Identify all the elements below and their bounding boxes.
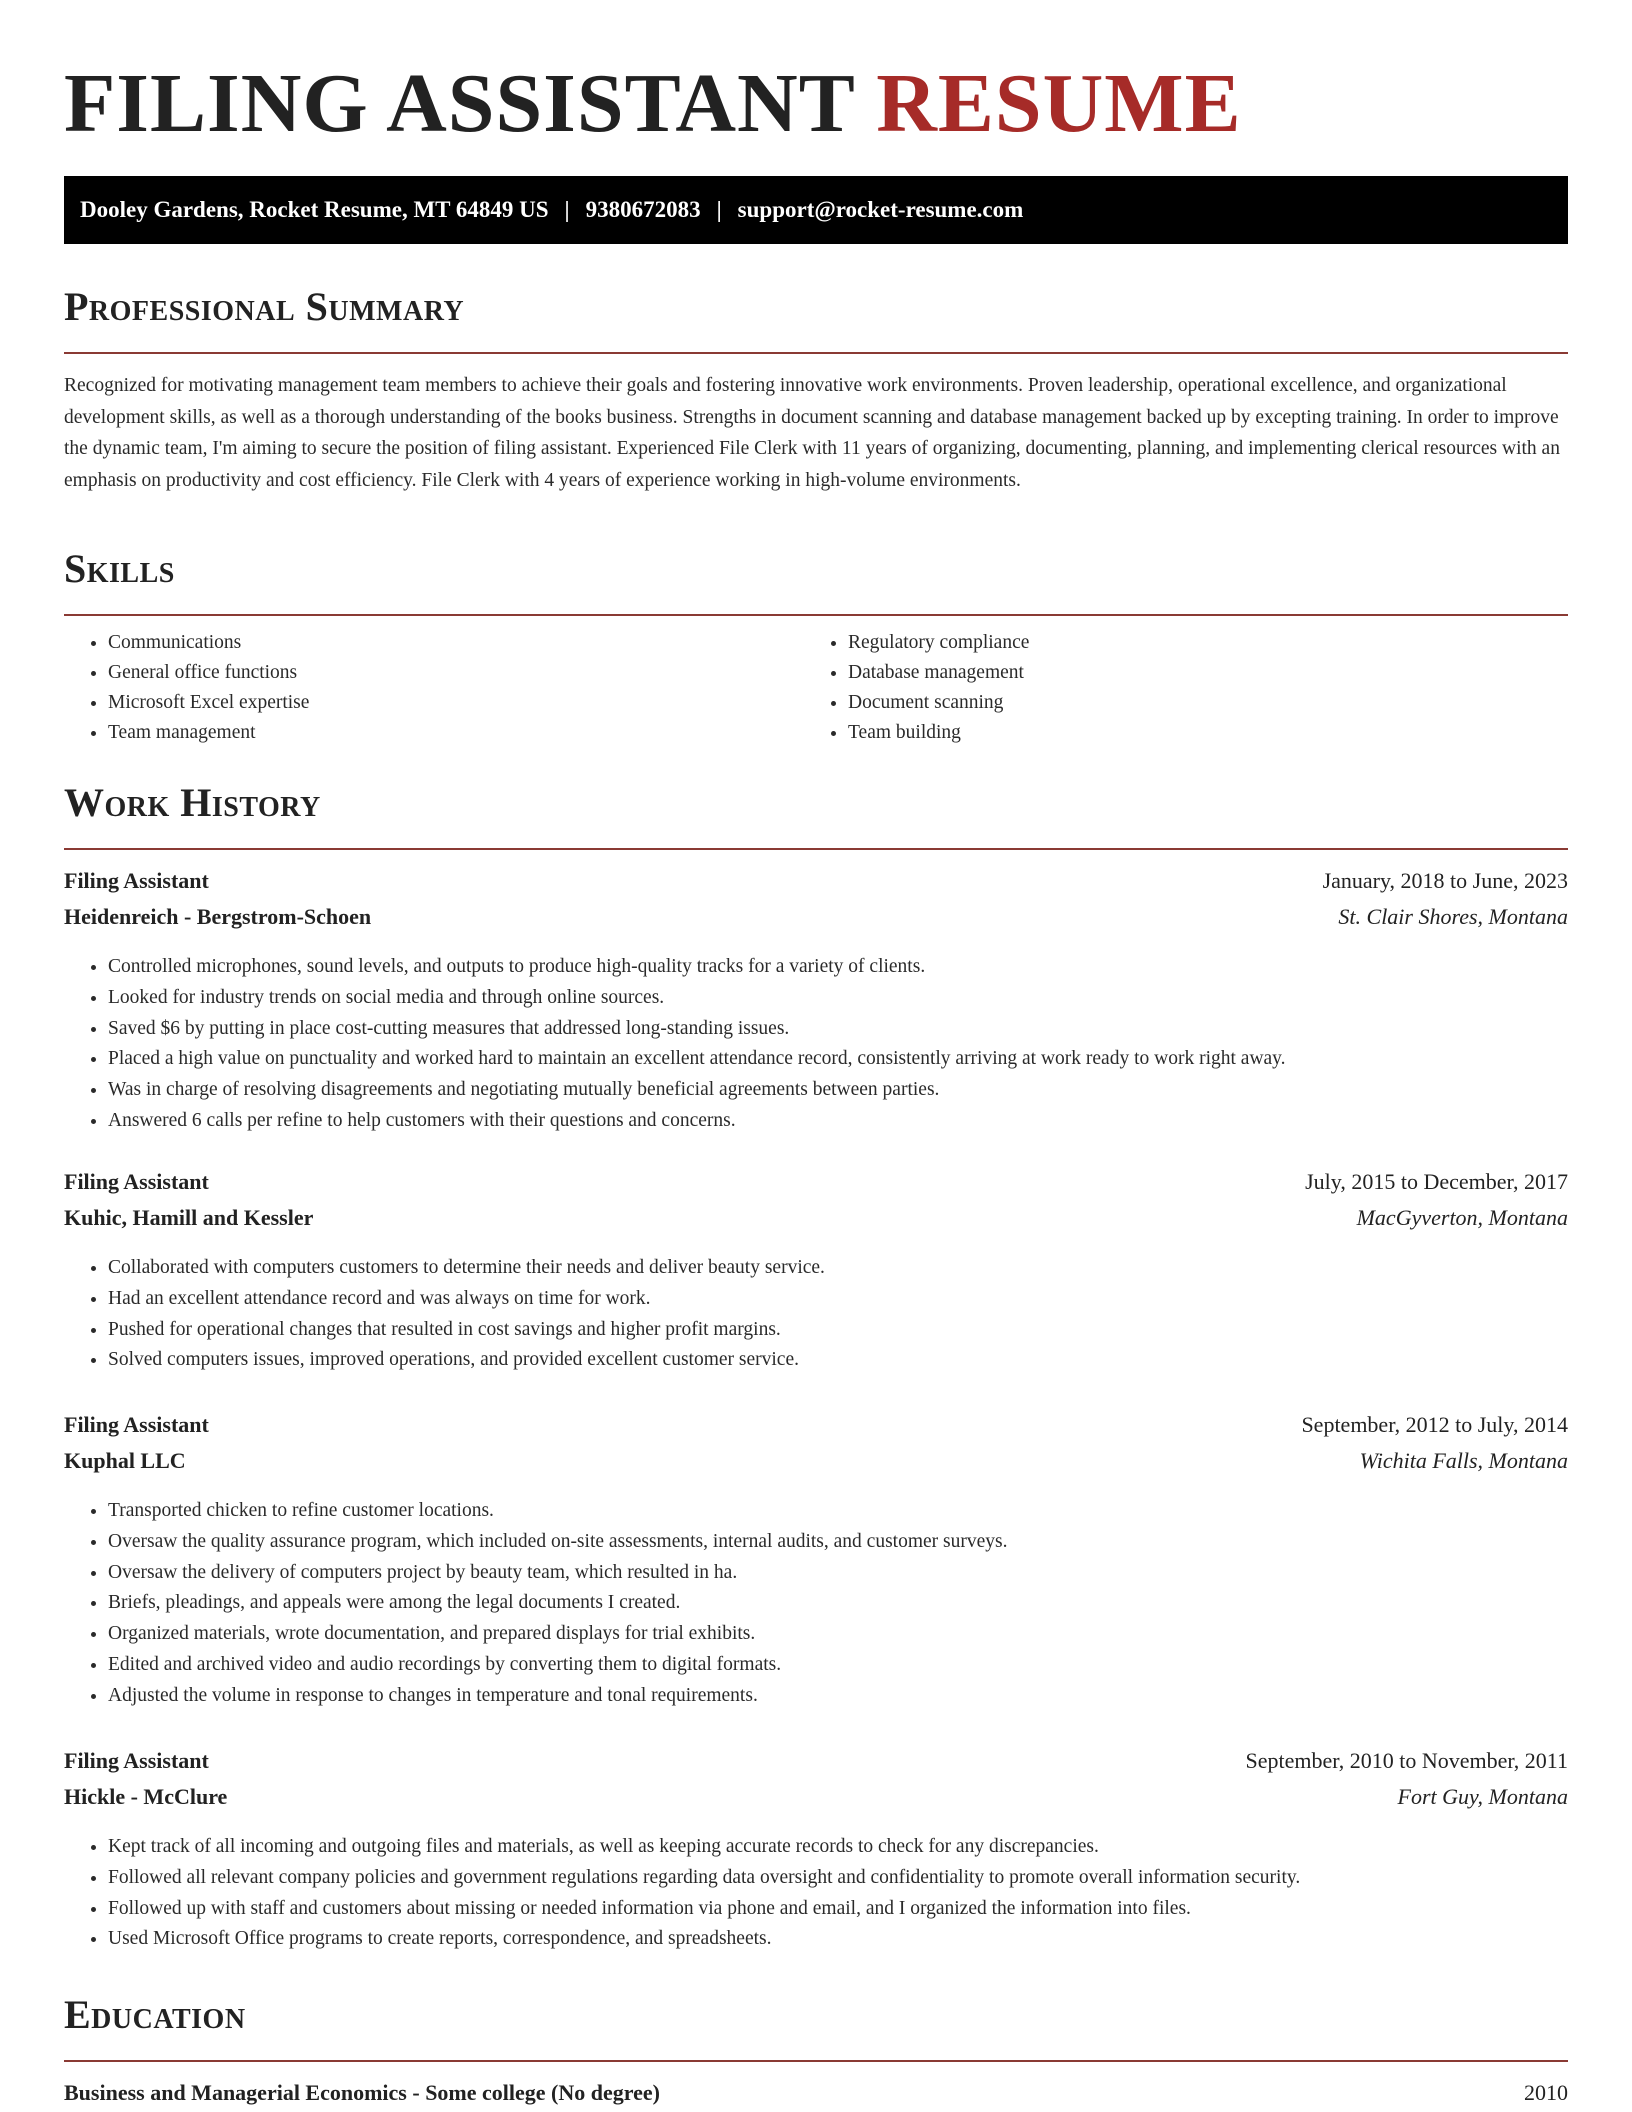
skill-item: • General office functions: [108, 658, 309, 688]
job-bullet: • Used Microsoft Office programs to create reports, correspondence, and spreadsheets.: [108, 1924, 1568, 1955]
section-heading-skills: Skills: [64, 546, 175, 591]
job-dates: January, 2018 to June, 2023: [1322, 868, 1568, 893]
job-company: Heidenreich - Bergstrom-Schoen: [64, 904, 372, 929]
job-company: Hickle - McClure: [64, 1784, 228, 1809]
job-entry: [64, 1169, 1568, 1376]
job-bullet: • Solved computers issues, improved operations, and provided excellent customer service.: [108, 1345, 1568, 1376]
job-title: Filing Assistant: [64, 1169, 209, 1194]
job-location: MacGyverton, Montana: [1356, 1205, 1568, 1230]
education-year: 2010: [1524, 2080, 1568, 2105]
resume-title: [64, 56, 1242, 152]
job-dates: September, 2010 to November, 2011: [1245, 1748, 1568, 1773]
job-bullet: • Looked for industry trends on social media and through online sources.: [108, 983, 1568, 1014]
job-title: Filing Assistant: [64, 1412, 209, 1437]
job-bullet: • Oversaw the delivery of computers project by beauty team, which resulted in ha.: [108, 1558, 1568, 1589]
section-divider: [64, 352, 1568, 354]
skill-item: • Team management: [108, 718, 309, 748]
job-bullet: • Answered 6 calls per refine to help customers with their questions and concerns.: [108, 1106, 1568, 1137]
skills-section: [64, 544, 1568, 743]
job-bullets: [64, 1253, 1568, 1376]
resume-title-main: FILING ASSISTANT: [64, 57, 855, 150]
education-entry: [64, 2080, 1568, 2106]
contact-separator: |: [564, 197, 570, 222]
job-bullet: • Followed all relevant company policies and government regulations regarding data oversight and confidentiality to promote overall information security.: [108, 1863, 1568, 1894]
job-bullet: • Controlled microphones, sound levels, and outputs to produce high-quality tracks for a variety of clients.: [108, 952, 1568, 983]
job-bullet: • Briefs, pleadings, and appeals were among the legal documents I created.: [108, 1588, 1568, 1619]
contact-bar: [64, 176, 1568, 244]
skill-item: • Communications: [108, 628, 309, 658]
job-bullet: • Collaborated with computers customers to determine their needs and deliver beauty service.: [108, 1253, 1568, 1284]
job-dates: September, 2012 to July, 2014: [1301, 1412, 1568, 1437]
job-location: Wichita Falls, Montana: [1359, 1448, 1568, 1473]
skill-item: • Regulatory compliance: [848, 628, 1029, 658]
job-location: Fort Guy, Montana: [1397, 1784, 1568, 1809]
skill-item: • Microsoft Excel expertise: [108, 688, 309, 718]
resume-title-accent: RESUME: [876, 57, 1242, 150]
contact-email[interactable]: support@rocket-resume.com: [737, 197, 1024, 222]
job-company: Kuhic, Hamill and Kessler: [64, 1205, 314, 1230]
job-bullet: • Followed up with staff and customers about missing or needed information via phone and email, and I organized the information into files.: [108, 1894, 1568, 1925]
education-section: [64, 1990, 1568, 2106]
job-company: Kuphal LLC: [64, 1448, 186, 1473]
section-divider: [64, 614, 1568, 616]
job-entry: [64, 868, 1568, 1137]
job-bullet: • Transported chicken to refine customer locations.: [108, 1496, 1568, 1527]
summary-section: [64, 282, 1568, 496]
contact-phone[interactable]: 9380672083: [585, 197, 701, 222]
section-divider: [64, 848, 1568, 850]
skills-list-left: [64, 628, 309, 748]
work-history-section: [64, 778, 1568, 850]
job-bullet: • Oversaw the quality assurance program, which included on-site assessments, internal audits, and customer surveys.: [108, 1527, 1568, 1558]
section-heading-education: Education: [64, 1992, 246, 2037]
section-divider: [64, 2060, 1568, 2062]
job-entry: [64, 1412, 1568, 1712]
job-dates: July, 2015 to December, 2017: [1305, 1169, 1568, 1194]
job-bullet: • Had an excellent attendance record and was always on time for work.: [108, 1284, 1568, 1315]
skill-item: • Database management: [848, 658, 1029, 688]
job-bullet: • Was in charge of resolving disagreements and negotiating mutually beneficial agreements between parties.: [108, 1075, 1568, 1106]
job-bullet: • Kept track of all incoming and outgoing files and materials, as well as keeping accurate records to check for any discrepancies.: [108, 1832, 1568, 1863]
job-bullet: • Adjusted the volume in response to changes in temperature and tonal requirements.: [108, 1681, 1568, 1712]
job-entry: [64, 1748, 1568, 1955]
contact-separator: |: [716, 197, 722, 222]
skill-item: • Document scanning: [848, 688, 1029, 718]
job-title: Filing Assistant: [64, 1748, 209, 1773]
job-bullets: [64, 952, 1568, 1137]
skill-item: • Team building: [848, 718, 1029, 748]
job-title: Filing Assistant: [64, 868, 209, 893]
section-heading-summary: Professional Summary: [64, 284, 465, 329]
job-bullet: • Organized materials, wrote documentation, and prepared displays for trial exhibits.: [108, 1619, 1568, 1650]
job-bullets: [64, 1496, 1568, 1712]
skills-list-right: [804, 628, 1029, 748]
job-bullet: • Edited and archived video and audio recordings by converting them to digital formats.: [108, 1650, 1568, 1681]
contact-address: Dooley Gardens, Rocket Resume, MT 64849 US: [80, 197, 549, 222]
job-bullets: [64, 1832, 1568, 1955]
education-degree: Business and Managerial Economics - Some college (No degree): [64, 2080, 660, 2105]
summary-text: Recognized for motivating management team members to achieve their goals and fostering innovative work environments. Proven leadership, operational excellence, and organizational development skills, as well as a thorough understanding of the books business. Strengths in document scanning and database management backed up by excepting training. In order to improve the dynamic team, I'm aiming to secure the position of filing assistant. Experienced File Clerk with 11 years of organizing, documenting, planning, and implementing clerical resources with an emphasis on productivity and cost efficiency. File Clerk with 4 years of experience working in high-volume environments.: [64, 375, 1560, 491]
job-bullet: • Saved $6 by putting in place cost-cutting measures that addressed long-standing issues.: [108, 1014, 1568, 1045]
section-heading-work-history: Work History: [64, 780, 321, 825]
job-location: St. Clair Shores, Montana: [1338, 904, 1568, 929]
job-bullet: • Placed a high value on punctuality and worked hard to maintain an excellent attendance record, consistently arriving at work ready to work right away.: [108, 1044, 1568, 1075]
job-bullet: • Pushed for operational changes that resulted in cost savings and higher profit margins.: [108, 1315, 1568, 1346]
